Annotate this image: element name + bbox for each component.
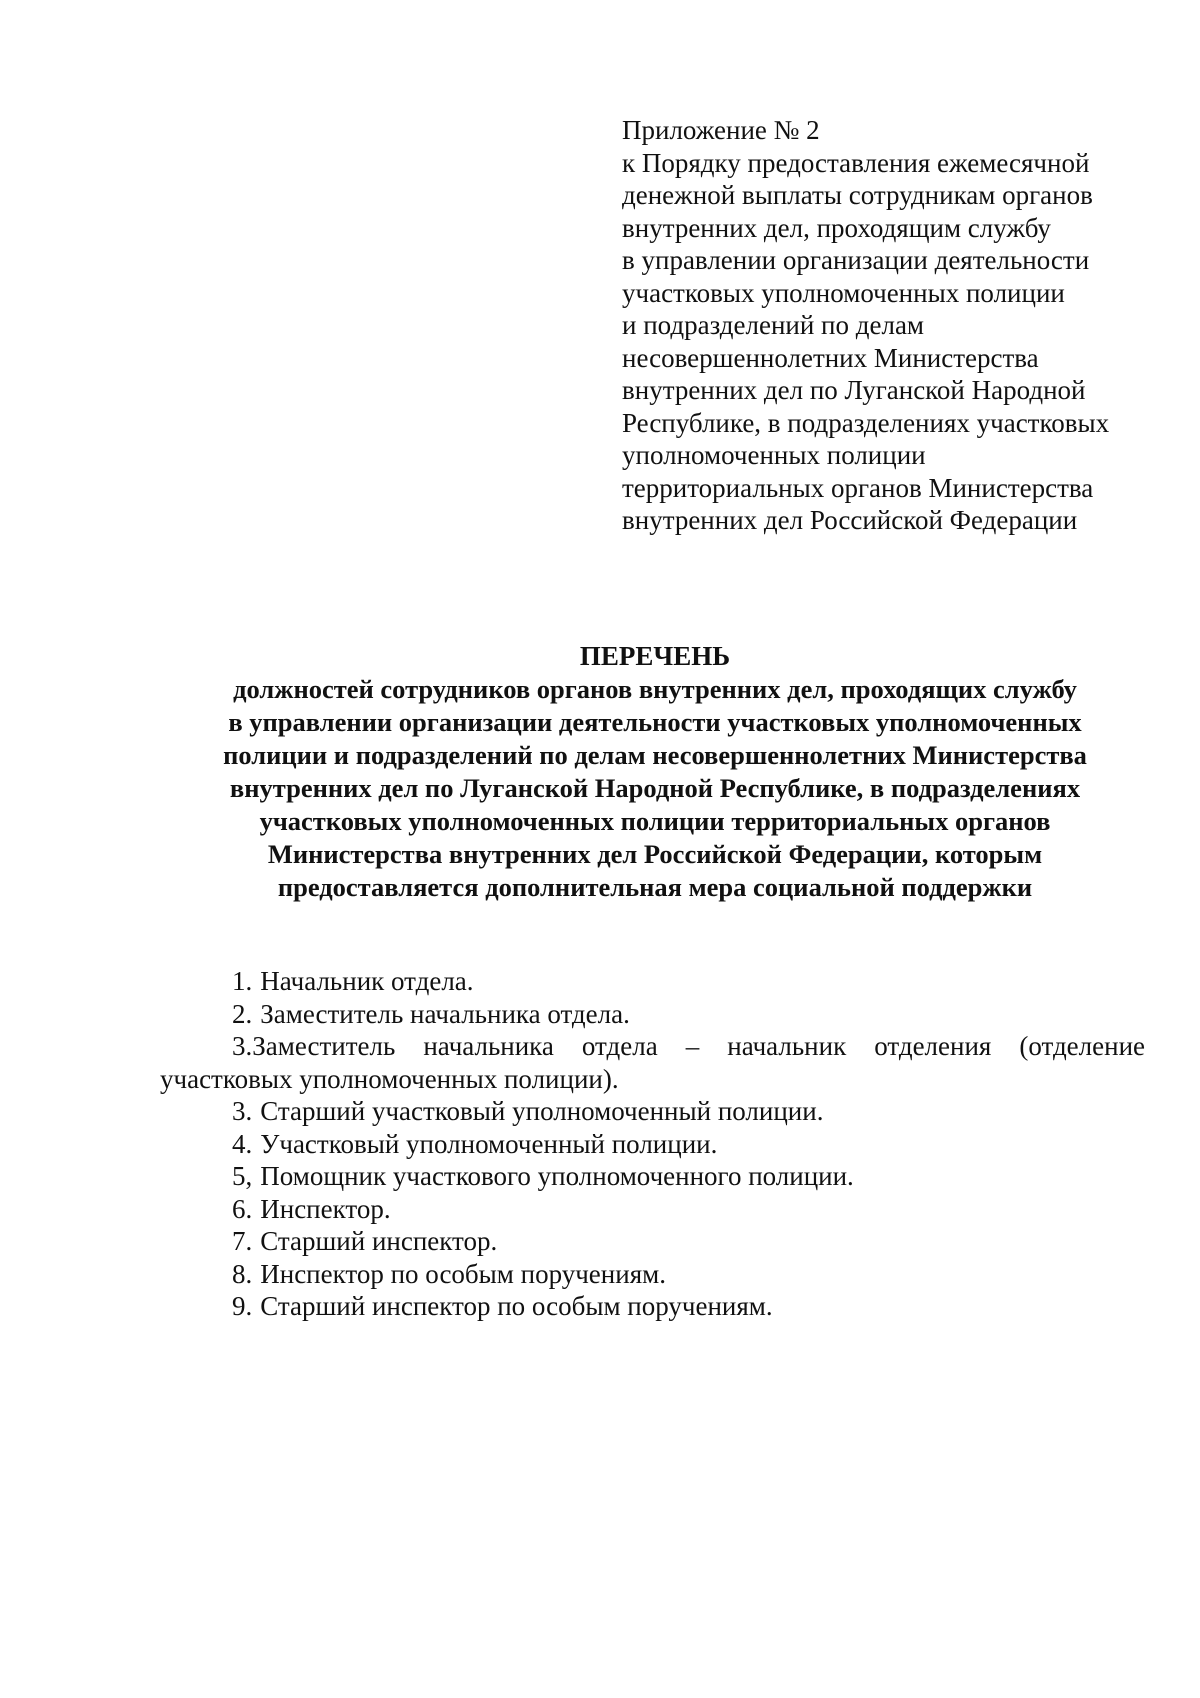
item-text: Старший инспектор.	[260, 1226, 498, 1256]
item-number: 7.	[232, 1226, 253, 1256]
item-number: 1.	[232, 966, 253, 996]
item-number: 4.	[232, 1128, 253, 1159]
appendix-line: в управлении организации деятельности	[622, 245, 1090, 275]
item-text: Заместитель начальника отдела – начальник отделения (отделение	[252, 1031, 1145, 1061]
appendix-line: Республике, в подразделениях участковых	[622, 407, 1110, 438]
heading-subtitle-line: Министерства внутренних дел Российской Федерации, которым	[267, 839, 1043, 869]
list-item	[160, 1290, 1145, 1323]
item-text: Инспектор по особым поручениям.	[260, 1258, 666, 1289]
list-item	[160, 1030, 1145, 1095]
appendix-line: территориальных органов Министерства	[622, 472, 1094, 503]
heading-subtitle-line: предоставляется дополнительная мера социальной поддержки	[277, 872, 1033, 902]
item-text: Заместитель начальника отдела.	[260, 998, 630, 1029]
document-heading	[130, 640, 1180, 904]
item-first-line	[160, 1030, 1145, 1063]
document-title: ПЕРЕЧЕНЬ	[579, 641, 731, 671]
heading-subtitle-line: участковых уполномоченных полиции территориальных органов	[259, 806, 1051, 836]
item-text: Начальник отдела.	[260, 966, 474, 996]
list-item	[160, 998, 1145, 1031]
appendix-line: внутренних дел по Луганской Народной	[622, 375, 1086, 405]
item-text: Старший участковый уполномоченный полиции.	[260, 1096, 824, 1126]
appendix-line: и подразделений по делам	[622, 310, 925, 340]
appendix-line: участковых уполномоченных полиции	[622, 277, 1065, 308]
list-item	[160, 1225, 1145, 1258]
item-number: 5,	[232, 1161, 253, 1191]
positions-list	[160, 965, 1145, 1323]
heading-subtitle-line: в управлении организации деятельности участковых уполномоченных	[228, 707, 1082, 737]
item-number: 9.	[232, 1291, 253, 1321]
item-text: Старший инспектор по особым поручениям.	[260, 1291, 773, 1321]
list-item	[160, 1095, 1145, 1128]
appendix-reference	[622, 114, 1162, 537]
item-text: Инспектор.	[260, 1193, 391, 1224]
item-number: 8.	[232, 1258, 253, 1289]
list-item	[160, 965, 1145, 998]
heading-subtitle-line: полиции и подразделений по делам несовершеннолетних Министерства	[223, 740, 1087, 770]
item-number: 3.	[232, 1096, 253, 1126]
item-text: Участковый уполномоченный полиции.	[260, 1128, 718, 1159]
appendix-line: несовершеннолетних Министерства	[622, 342, 1039, 373]
heading-subtitle-line: внутренних дел по Луганской Народной Республике, в подразделениях	[229, 773, 1081, 803]
item-number: 3.	[232, 1031, 253, 1061]
item-number: 2.	[232, 998, 253, 1029]
appendix-number: Приложение № 2	[622, 115, 820, 145]
appendix-line: внутренних дел Российской Федерации	[622, 505, 1078, 535]
item-text: Помощник участкового уполномоченного полиции.	[260, 1161, 854, 1191]
appendix-line: уполномоченных полиции	[622, 440, 926, 470]
item-number: 6.	[232, 1193, 253, 1224]
list-item	[160, 1193, 1145, 1226]
list-item	[160, 1128, 1145, 1161]
appendix-line: внутренних дел, проходящим службу	[622, 212, 1051, 243]
list-item	[160, 1160, 1145, 1193]
appendix-line: к Порядку предоставления ежемесячной	[622, 147, 1090, 178]
list-item	[160, 1258, 1145, 1291]
item-continuation: участковых уполномоченных полиции).	[160, 1063, 619, 1094]
appendix-line: денежной выплаты сотрудникам органов	[622, 180, 1093, 210]
heading-subtitle-line: должностей сотрудников органов внутренних дел, проходящих службу	[233, 674, 1077, 704]
